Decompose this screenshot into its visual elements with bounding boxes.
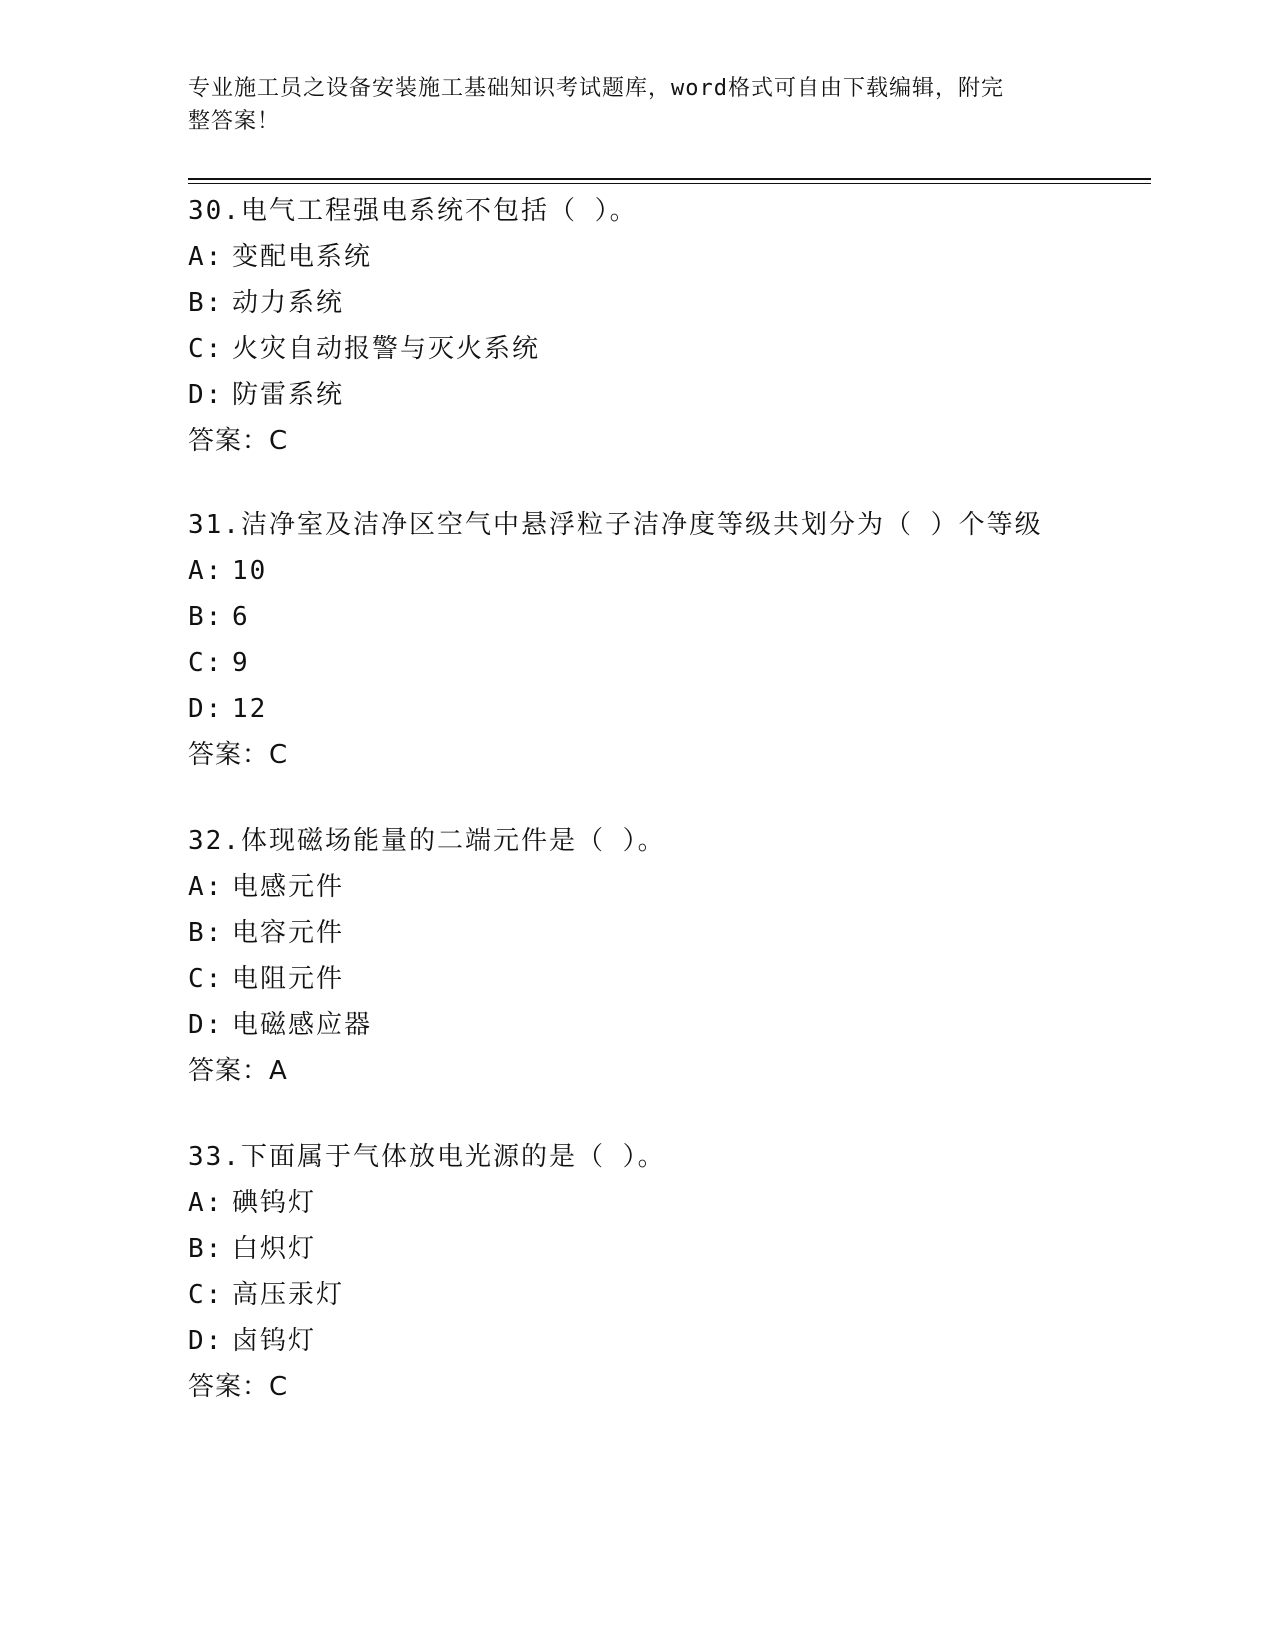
- question-title: 31.洁净室及洁净区空气中悬浮粒子洁净度等级共划分为（ ）个等级: [188, 510, 1043, 540]
- option-a: [188, 548, 1148, 594]
- answer-line: 答案：C: [188, 426, 289, 456]
- option-text: 10: [232, 556, 268, 586]
- option-letter: A:: [188, 556, 224, 586]
- question-33: [188, 1134, 1148, 1410]
- option-text: 高压汞灯: [232, 1280, 345, 1310]
- option-letter: D:: [188, 1326, 224, 1356]
- option-letter: D:: [188, 380, 224, 410]
- option-d: [188, 1002, 1148, 1048]
- document-header: [188, 72, 1088, 138]
- option-letter: B:: [188, 288, 224, 318]
- question-title: 33.下面属于气体放电光源的是（ ）。: [188, 1142, 666, 1172]
- option-d: [188, 686, 1148, 732]
- option-letter: A:: [188, 242, 224, 272]
- option-d: [188, 1318, 1148, 1364]
- answer-line: 答案：C: [188, 1372, 289, 1402]
- question-32: [188, 818, 1148, 1094]
- option-letter: D:: [188, 694, 224, 724]
- option-b: [188, 1226, 1148, 1272]
- answer-line: 答案：C: [188, 740, 289, 770]
- header-divider-thin: [188, 183, 1151, 184]
- question-31: [188, 502, 1148, 778]
- option-letter: B:: [188, 602, 224, 632]
- option-text: 火灾自动报警与灭火系统: [232, 334, 541, 364]
- question-30: [188, 188, 1148, 464]
- option-c: [188, 640, 1148, 686]
- option-text: 电磁感应器: [232, 1010, 373, 1040]
- header-line-1: 专业施工员之设备安装施工基础知识考试题库，word格式可自由下载编辑，附完: [188, 76, 1004, 101]
- option-letter: C:: [188, 1280, 224, 1310]
- option-a: [188, 234, 1148, 280]
- option-text: 6: [232, 602, 250, 632]
- option-a: [188, 1180, 1148, 1226]
- option-b: [188, 594, 1148, 640]
- option-d: [188, 372, 1148, 418]
- option-letter: A:: [188, 872, 224, 902]
- option-letter: A:: [188, 1188, 224, 1218]
- option-c: [188, 326, 1148, 372]
- option-letter: B:: [188, 1234, 224, 1264]
- option-b: [188, 280, 1148, 326]
- option-c: [188, 956, 1148, 1002]
- option-letter: C:: [188, 334, 224, 364]
- header-line-2: 整答案！: [188, 109, 281, 134]
- option-text: 9: [232, 648, 250, 678]
- question-title: 30.电气工程强电系统不包括（ ）。: [188, 196, 638, 226]
- option-letter: D:: [188, 1010, 224, 1040]
- option-text: 碘钨灯: [232, 1188, 317, 1218]
- option-text: 12: [232, 694, 268, 724]
- option-text: 卤钨灯: [232, 1326, 317, 1356]
- question-title: 32.体现磁场能量的二端元件是（ ）。: [188, 826, 666, 856]
- option-letter: C:: [188, 648, 224, 678]
- option-text: 白炽灯: [232, 1234, 317, 1264]
- option-text: 电阻元件: [232, 964, 345, 994]
- option-text: 电容元件: [232, 918, 345, 948]
- option-b: [188, 910, 1148, 956]
- option-c: [188, 1272, 1148, 1318]
- option-letter: C:: [188, 964, 224, 994]
- option-text: 电感元件: [232, 872, 345, 902]
- option-a: [188, 864, 1148, 910]
- option-text: 变配电系统: [232, 242, 373, 272]
- option-text: 防雷系统: [232, 380, 345, 410]
- answer-line: 答案：A: [188, 1056, 288, 1086]
- header-divider-thick: [188, 178, 1151, 180]
- option-text: 动力系统: [232, 288, 345, 318]
- option-letter: B:: [188, 918, 224, 948]
